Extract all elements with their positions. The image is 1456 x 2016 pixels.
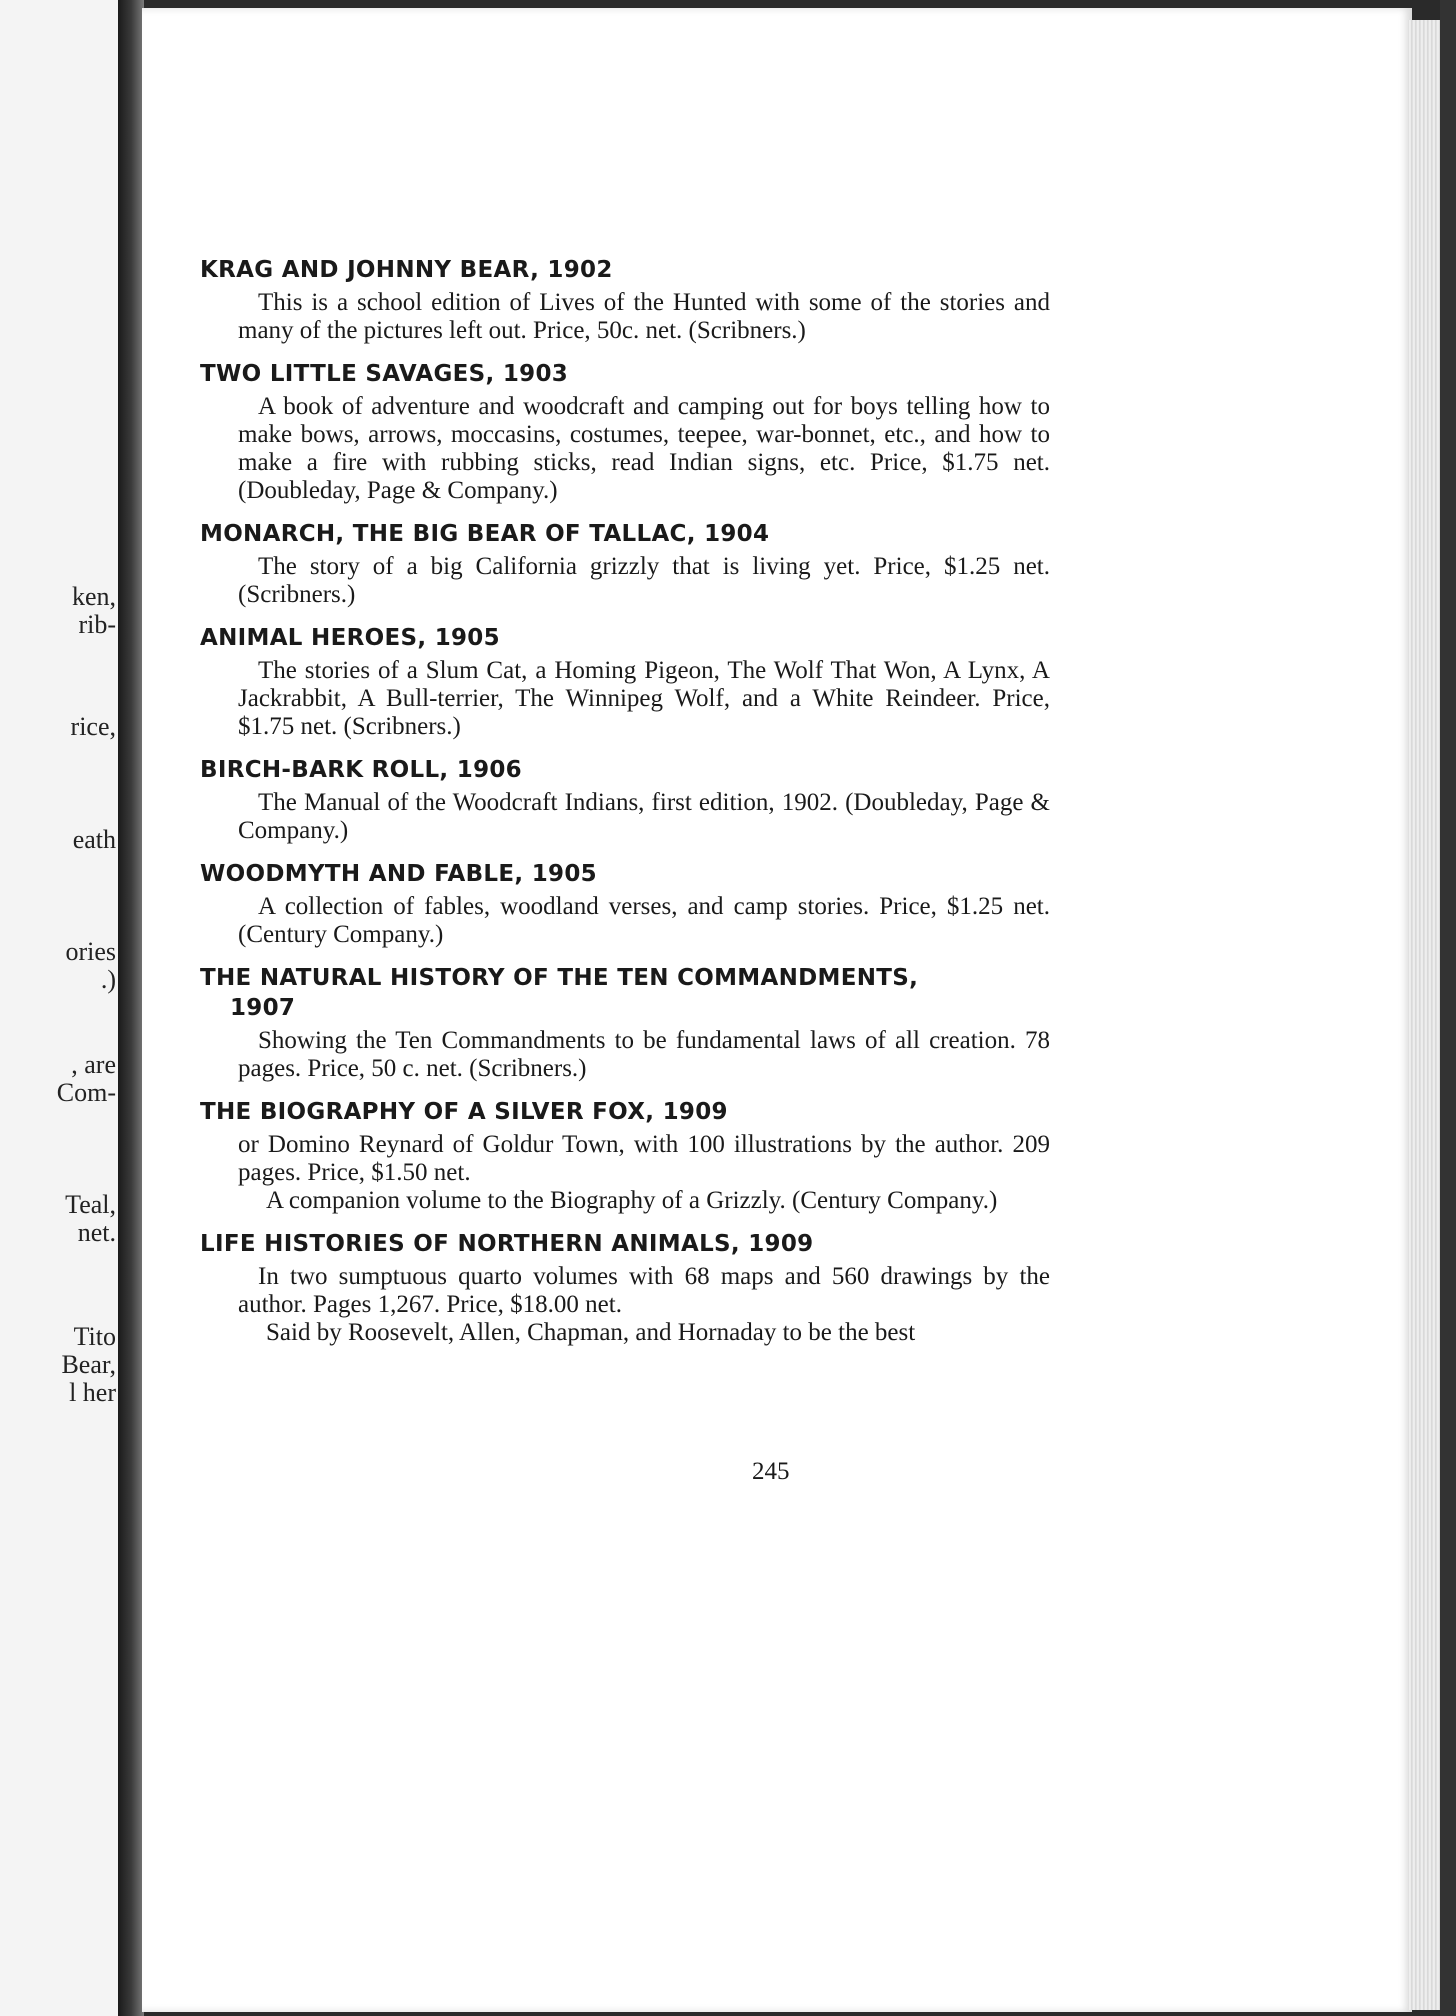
entry-description-continued: A companion volume to the Biography of a Grizzly. (Century Company.) xyxy=(266,1187,998,1214)
entry-description: or Domino Reynard of Goldur Town, with 100 illustrations by the author. 209 pages. Price, $1.50 net. xyxy=(238,1131,1050,1186)
entry-description: In two sumptuous quarto volumes with 68 maps and 560 drawings by the author. Pages 1,267. Price, $18.00 net. xyxy=(238,1263,1050,1318)
facing-page-fragment: ories xyxy=(65,937,116,966)
page-number: 245 xyxy=(752,1458,790,1485)
bibliography-entry xyxy=(200,519,1050,609)
entry-title: THE BIOGRAPHY OF A SILVER FOX, 1909 xyxy=(200,1099,728,1125)
entry-title-continuation: 1907 xyxy=(230,995,296,1021)
entry-description: A collection of fables, woodland verses, and camp stories. Price, $1.25 net. (Century Company.) xyxy=(238,893,1050,948)
bibliography-entry xyxy=(200,1229,1050,1347)
facing-page-fragment: ken, xyxy=(71,582,116,611)
entry-title: ANIMAL HEROES, 1905 xyxy=(200,625,500,651)
entry-description: The story of a big California grizzly that is living yet. Price, $1.25 net. (Scribners.) xyxy=(238,553,1050,608)
entry-description: This is a school edition of Lives of the Hunted with some of the stories and many of the pictures left out. Price, 50c. net. (Scribners.) xyxy=(238,289,1050,344)
bibliography-entry xyxy=(200,1097,1050,1215)
bibliography-entry xyxy=(200,359,1050,505)
entry-title-line: THE NATURAL HISTORY OF THE TEN COMMANDMENTS, xyxy=(200,965,919,991)
bibliography-entry xyxy=(200,859,1050,949)
book-gutter xyxy=(118,0,144,2016)
bibliography-entry xyxy=(200,755,1050,845)
entry-title: TWO LITTLE SAVAGES, 1903 xyxy=(200,361,569,387)
entry-title xyxy=(200,963,1050,1023)
facing-page xyxy=(0,0,120,2016)
entry-description: The stories of a Slum Cat, a Homing Pigeon, The Wolf That Won, A Lynx, A Jackrabbit, A Bull-terrier, The Winnipeg Wolf, and a White Reindeer. Price, $1.75 net. (Scribners.) xyxy=(238,657,1050,740)
page-edges xyxy=(1408,20,1442,2010)
facing-page-fragment: eath xyxy=(72,825,116,854)
entry-description: A book of adventure and woodcraft and camping out for boys telling how to make bows, arrows, moccasins, costumes, teepee, war-bonnet, etc., and how to make a fire with rubbing sticks, read Indian signs, etc. Price, $1.75 net. (Doubleday, Page & Company.) xyxy=(238,393,1050,504)
entry-title: LIFE HISTORIES OF NORTHERN ANIMALS, 1909 xyxy=(200,1231,814,1257)
bibliography-entry xyxy=(200,623,1050,741)
bibliography-list xyxy=(200,255,1050,1361)
entry-title: WOODMYTH AND FABLE, 1905 xyxy=(200,861,597,887)
facing-page-fragment: l her xyxy=(69,1378,116,1407)
facing-page-fragment: net. xyxy=(77,1218,116,1247)
facing-page-fragment: Com- xyxy=(56,1078,116,1107)
bibliography-entry xyxy=(200,255,1050,345)
entry-description-continued: Said by Roosevelt, Allen, Chapman, and Hornaday to be the best xyxy=(266,1319,916,1346)
book-cover-edge xyxy=(1440,0,1456,2016)
facing-page-fragment: rib- xyxy=(78,610,116,639)
facing-page-fragment: , are xyxy=(71,1050,116,1079)
facing-page-fragment: Tito xyxy=(73,1322,116,1351)
entry-title: MONARCH, THE BIG BEAR OF TALLAC, 1904 xyxy=(200,521,770,547)
book-page xyxy=(142,8,1412,2012)
bibliography-entry xyxy=(200,963,1050,1083)
facing-page-fragment: Bear, xyxy=(61,1350,116,1379)
facing-page-fragment: rice, xyxy=(70,712,116,741)
facing-page-fragment: .) xyxy=(100,965,116,994)
entry-title: BIRCH-BARK ROLL, 1906 xyxy=(200,757,522,783)
entry-title: KRAG AND JOHNNY BEAR, 1902 xyxy=(200,257,613,283)
entry-description: The Manual of the Woodcraft Indians, first edition, 1902. (Doubleday, Page & Company.) xyxy=(238,789,1050,844)
facing-page-fragment: Teal, xyxy=(65,1190,116,1219)
entry-description: Showing the Ten Commandments to be fundamental laws of all creation. 78 pages. Price, 50 c. net. (Scribners.) xyxy=(238,1027,1050,1082)
